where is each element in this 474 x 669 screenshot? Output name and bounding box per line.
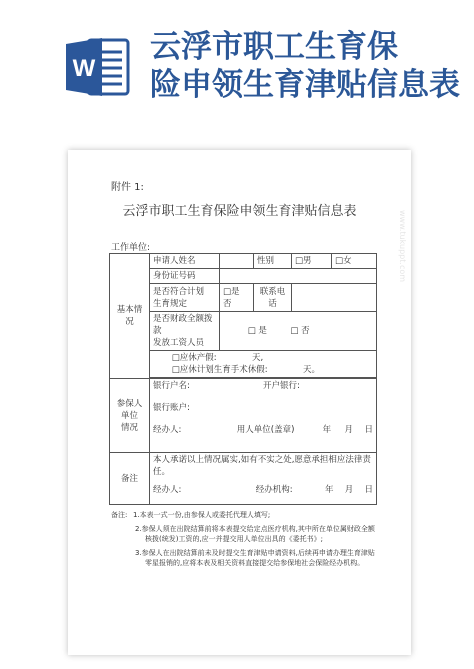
banner-title-line2: 险申领生育津贴信息表 — [150, 67, 460, 103]
bank-label: 开户银行: — [263, 381, 300, 391]
family-plan-label-line1: 是否符合计划 — [153, 286, 205, 297]
gender-male-option[interactable]: □男 — [292, 254, 332, 269]
document-sheet — [68, 150, 411, 655]
application-form-table — [109, 253, 377, 505]
gender-label: 性别 — [254, 254, 292, 269]
fullpay-yes-option[interactable]: □ 是 — [247, 326, 267, 336]
footnotes — [111, 510, 381, 568]
family-plan-yes-option[interactable]: □是 — [223, 286, 240, 297]
surgery-leave-option[interactable]: □应休计划生育手术休假: — [171, 365, 268, 375]
bank-handler-label: 经办人: — [153, 425, 182, 435]
account-no-label: 银行账户: — [153, 403, 190, 413]
note-3a: 3.参保人在出院结算前未及时提交生育津贴申请资料,后续再申请办理生育津贴 — [135, 549, 375, 557]
bank-info-section-line1: 参保人单位 — [116, 398, 143, 421]
remarks-handler-label: 经办人: — [153, 485, 182, 495]
notes-lead: 备注: — [111, 511, 128, 519]
note-2a: 2.参保人须在出院结算前将本表提交给定点医疗机构,其中所在单位属财政全额 — [135, 525, 375, 533]
promise-text: 本人承诺以上情况属实,如有不实之处,愿意承担相应法律责任。 — [153, 455, 371, 477]
bank-info-section — [110, 379, 150, 453]
fullpay-label — [150, 312, 220, 351]
note-2b: 核拨(统发)工资的,应一并提交用人单位出具的《委托书》; — [145, 535, 324, 543]
attachment-label: 附件 1: — [111, 182, 144, 193]
header-banner — [0, 0, 474, 120]
remarks-cell — [150, 453, 377, 505]
family-plan-label — [150, 284, 220, 312]
word-icon — [66, 36, 130, 98]
maternity-leave-option[interactable]: □应休产假: — [171, 353, 217, 363]
remarks-day-label: 日 — [364, 485, 373, 495]
bank-month-label: 月 — [344, 425, 354, 435]
note-3b: 零星报销的,应将本表及相关资料直接提交给参保地社会保险经办机构。 — [145, 559, 365, 567]
phone-value[interactable] — [292, 284, 377, 312]
fullpay-no-option[interactable]: □ 否 — [290, 326, 310, 336]
unit-seal-label: 用人单位(盖章) — [236, 425, 295, 435]
gender-female-option[interactable]: □女 — [332, 254, 377, 269]
leave-days-cell — [150, 351, 377, 378]
bank-day-label: 日 — [364, 425, 374, 435]
family-plan-no-option[interactable]: 否 — [223, 298, 232, 309]
id-number-label: 身份证号码 — [150, 269, 220, 284]
fullpay-label-line1: 是否财政全额拨款 — [153, 314, 213, 336]
phone-label: 联系电话 — [254, 284, 292, 312]
bank-info-section-line2: 情况 — [120, 422, 138, 433]
document-title: 云浮市职工生育保险申领生育津贴信息表 — [122, 204, 357, 219]
note-1: 1.本表一式一份,由参保人或委托代理人填写; — [133, 511, 271, 519]
surgery-leave-days-unit: 天。 — [303, 365, 321, 375]
family-plan-options[interactable] — [220, 284, 254, 312]
id-number-value[interactable] — [220, 269, 377, 284]
bank-year-label: 年 — [322, 425, 332, 435]
maternity-leave-days-unit: 天, — [252, 353, 264, 363]
basic-info-section: 基本情况 — [110, 254, 150, 379]
svg-text:W: W — [72, 55, 96, 82]
fullpay-options — [220, 312, 377, 351]
fullpay-label-line2: 发放工资人员 — [153, 338, 205, 348]
watermark: www.tukuppt.com — [398, 210, 407, 283]
remarks-year-label: 年 — [324, 485, 334, 495]
agency-handler-label: 经办机构: — [255, 485, 293, 495]
account-name-label: 银行户名: — [153, 381, 190, 391]
banner-title — [150, 28, 470, 104]
family-plan-label-line2: 生育规定 — [153, 298, 188, 309]
work-unit-label: 工作单位: — [111, 243, 151, 253]
applicant-name-label: 申请人姓名 — [150, 254, 220, 269]
remarks-month-label: 月 — [344, 485, 354, 495]
banner-title-line1: 云浮市职工生育保 — [150, 29, 398, 65]
bank-info-cell — [150, 379, 377, 453]
remarks-section: 备注 — [110, 453, 150, 505]
applicant-name-value[interactable] — [220, 254, 254, 269]
